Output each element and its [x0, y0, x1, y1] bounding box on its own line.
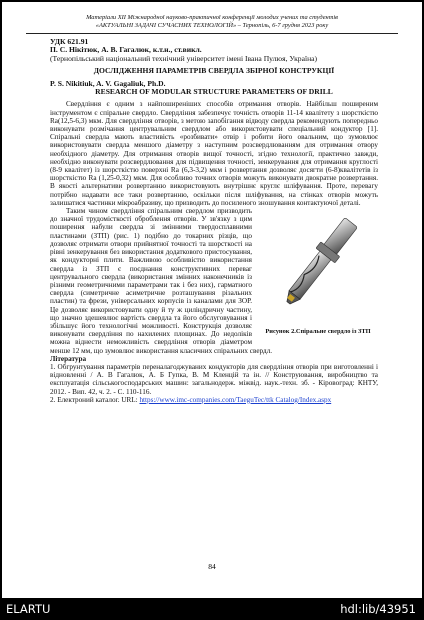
drill-illustration [258, 209, 378, 321]
article-body [50, 38, 378, 404]
paragraph-2: Таким чином свердління спіральним свердлом призводить до значної трудомісткості оброблення отворів. У зв'язку з цим поширення набули свердла зі змінними твердосплавними пластинами (ЗТП) (рис. 1) подібно до токарних різців, що дозволяє отримати отвори прийнятної точності та шорсткості на рівні зенкерування без використання додаткового пристосування, як кондукторні плити. Важливою особливістю використання свердла із ЗТП є поєднання конструктивних переваг центрувального свердла (використання змінних наконечників із різними геометричними параметрами так і без них), гарматного свердла (симетричне асиметричне розташування різальних пластин) та фрези, універсальних корпусів із каналами для ЗОР. Це дозволяє використовувати одну й ту ж циліндричну частину, що значно здешевлює вартість свердла та його обслуговування і збільшує його технологічні можливості. Конструкція дозволяє виконувати свердління по нахилених площинах. До недоліків можна віднести неможливість свердління отворів діаметром менше 12 мм, що зумовлює використання класичних спіральних свердл. [50, 207, 273, 355]
footer-left: ELARTU [6, 602, 51, 616]
catalog-link[interactable]: https://www.imc-companies.com/TaeguTec/ttk Catalog/Index.aspx [139, 395, 332, 404]
drill-figure [258, 209, 378, 337]
footer-bar [0, 598, 424, 620]
document-page [2, 2, 422, 598]
header-line-1: Матеріали XII Міжнародної науково-практичної конференції молодих учених та студентів [86, 14, 338, 21]
figure-caption: Рисунок 2.Спіральне свердло із ЗТП [265, 328, 371, 336]
text-with-figure [50, 207, 378, 355]
references-heading: Література [50, 354, 87, 363]
reference-2 [50, 396, 378, 404]
references [50, 355, 378, 404]
authors-ua: П. С. Нікітюк, А. В. Гагалюк, к.т.н., ст.викл. [50, 45, 202, 55]
udc-code: УДК 621.91 [50, 37, 89, 46]
title-en: RESEARCH OF MODULAR STRUCTURE PARAMETERS OF DRILL [95, 87, 333, 97]
conference-header [20, 14, 404, 30]
authors-en: P. S. Nikitiuk, A. V. Gagaliuk, Ph.D. [50, 78, 166, 88]
reference-2-text: 2. Електроний каталог. URL: [50, 395, 140, 404]
paragraph-1: Свердління є одним з найпоширеніших способів отримання отворів. Найбільш поширеним інструментом є спіральне свердло. Свердління забезпечує точність отворів 11-14 квалітету з шорсткістю Ra(12,5-6,3) мкм. Для свердління отворів, з метою запобігання відводу свердла рекомендують попередньо виконувати розмічання центрувальним свердлом або використовувати спеціальний кондуктор [1]. Спіральні свердла мають властивість «розбивати» отвір і робити його овальним, що зумовлює використовувати свердла меншого діаметру з наступним розсвердлюванням для отримання отвору необхідного діаметру. Для отримання отворів вищої точності, згідно технології, практично завжди, необхідно виконувати розсвердлювання для підвищення точності, зенкерування для отримання круглості (8-9 квалітет) із шорсткістю поверхні Ra (6,3-3,2) мкм і розвертання дозволяє досягти (6-8)квалітетів із шорсткістю Ra (1,25-0,32) мкм. Для особливо точних отворів можуть виконувати двократне розвертання. В якості альтернативи розвертанню використовують внутрішнє круглє шліфування. Проте, перевагу потрібно надавати все таки розвертанню, оскільки після шліфування, на стінках отворів можуть залишатися частинки мікроабразиву, що призводить до посиленого зношування контактуючої деталі. [50, 100, 378, 207]
header-rule [26, 33, 398, 34]
footer-right: hdl:lib/43951 [340, 602, 416, 616]
reference-1: 1. Обгрунтування параметрів переналагоджуваних кондукторів для свердління отворів при виготовленні і відновленні / А. В Гагалюк, А. Б Гупка, В. М Кленцій та ін. // Конструювання, виробництво та експлуатація сільськогосподарських машин: загальнодерж. міжвід. наук.-техн. зб. - Кіровоград: КНТУ, 2012. - Вип. 42, ч. 2. - С. 110-116. [50, 362, 378, 396]
title-ua: ДОСЛІДЖЕННЯ ПАРАМЕТРІВ СВЕРДЛА ЗБІРНОЇ КОНСТРУКЦІЇ [93, 66, 335, 76]
affiliation: (Тернопільський національний технічний університет імені Івана Пулюя, Україна) [50, 53, 318, 63]
header-line-2: «АКТУАЛЬНІ ЗАДАЧІ СУЧАСНИХ ТЕХНОЛОГІЙ» – Тернопіль, 6-7 грудня 2023 року [95, 22, 329, 29]
page-number: 84 [208, 562, 216, 571]
